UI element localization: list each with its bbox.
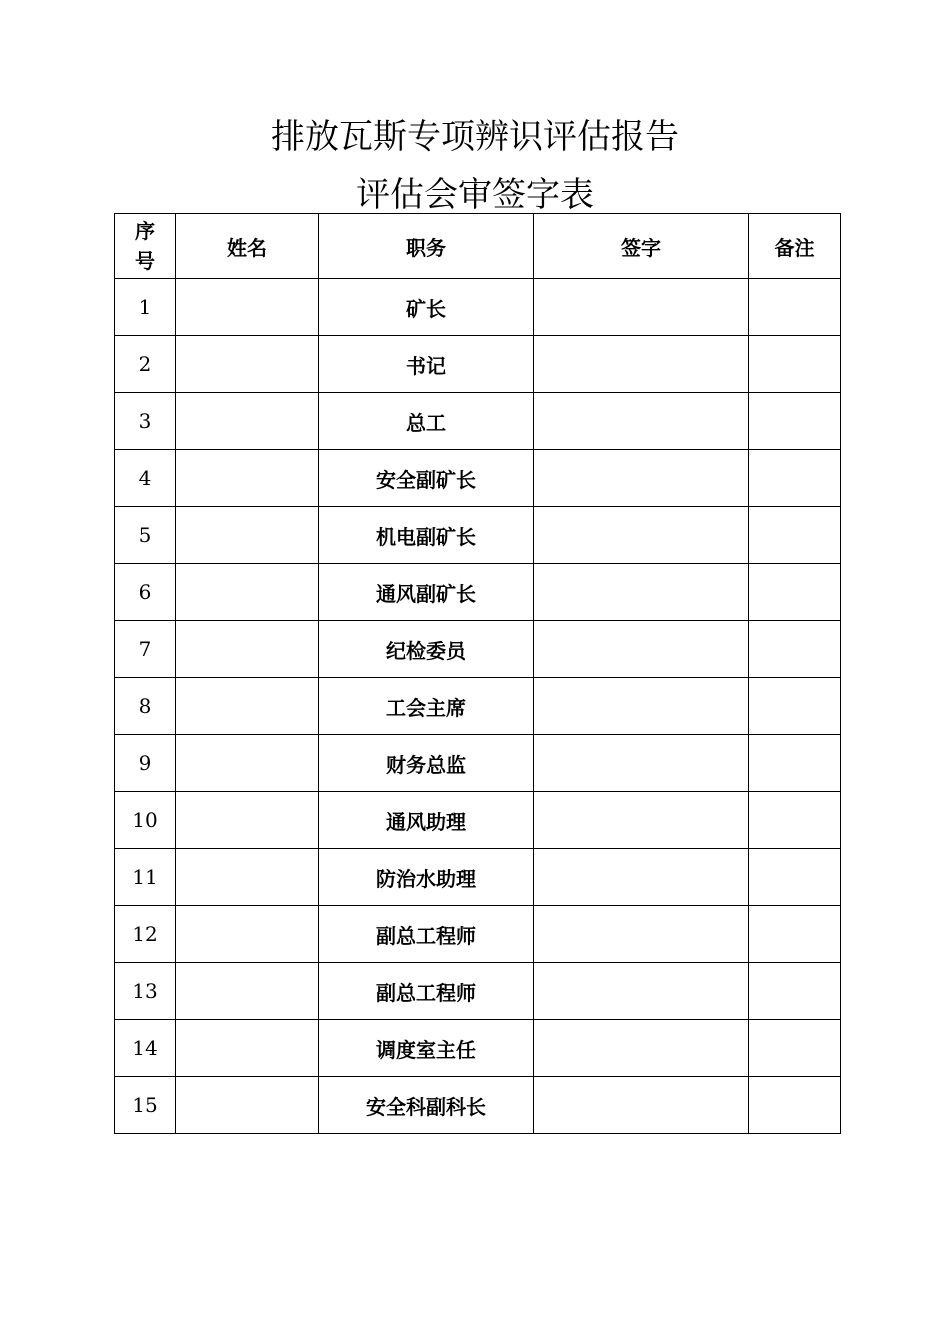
- cell-seq: 11: [115, 849, 176, 906]
- table-row: [115, 393, 841, 450]
- table-row: [115, 450, 841, 507]
- cell-signature: [534, 621, 749, 678]
- table-row: [115, 735, 841, 792]
- cell-signature: [534, 393, 749, 450]
- cell-seq: 12: [115, 906, 176, 963]
- cell-remarks: [749, 792, 841, 849]
- cell-seq: 5: [115, 507, 176, 564]
- cell-remarks: [749, 963, 841, 1020]
- cell-signature: [534, 1077, 749, 1134]
- cell-name: [176, 1020, 319, 1077]
- table-row: [115, 279, 841, 336]
- cell-position: 工会主席: [319, 678, 534, 735]
- cell-seq: 6: [115, 564, 176, 621]
- cell-seq: 10: [115, 792, 176, 849]
- cell-position: 财务总监: [319, 735, 534, 792]
- cell-position: 纪检委员: [319, 621, 534, 678]
- table-row: [115, 678, 841, 735]
- cell-position: 副总工程师: [319, 906, 534, 963]
- cell-signature: [534, 1020, 749, 1077]
- cell-name: [176, 678, 319, 735]
- cell-seq: 4: [115, 450, 176, 507]
- header-name: 姓名: [176, 214, 319, 279]
- table-row: [115, 336, 841, 393]
- document-title: [0, 108, 950, 224]
- cell-position: 防治水助理: [319, 849, 534, 906]
- cell-seq: 1: [115, 279, 176, 336]
- cell-signature: [534, 678, 749, 735]
- cell-remarks: [749, 393, 841, 450]
- title-line-2: 评估会审签字表: [356, 175, 594, 215]
- header-seq-bottom: 号: [135, 249, 155, 273]
- cell-seq: 7: [115, 621, 176, 678]
- cell-signature: [534, 906, 749, 963]
- cell-seq: 13: [115, 963, 176, 1020]
- header-remarks: 备注: [749, 214, 841, 279]
- cell-seq: 15: [115, 1077, 176, 1134]
- cell-name: [176, 849, 319, 906]
- cell-name: [176, 906, 319, 963]
- cell-name: [176, 792, 319, 849]
- cell-position: 矿长: [319, 279, 534, 336]
- cell-signature: [534, 279, 749, 336]
- cell-position: 安全科副科长: [319, 1077, 534, 1134]
- cell-remarks: [749, 1020, 841, 1077]
- cell-remarks: [749, 621, 841, 678]
- cell-position: 安全副矿长: [319, 450, 534, 507]
- cell-position: 总工: [319, 393, 534, 450]
- cell-seq: 3: [115, 393, 176, 450]
- cell-position: 副总工程师: [319, 963, 534, 1020]
- cell-remarks: [749, 450, 841, 507]
- cell-position: 书记: [319, 336, 534, 393]
- table-row: [115, 1077, 841, 1134]
- cell-name: [176, 735, 319, 792]
- cell-position: 调度室主任: [319, 1020, 534, 1077]
- table-row: [115, 906, 841, 963]
- cell-seq: 9: [115, 735, 176, 792]
- title-line-1: 排放瓦斯专项辨识评估报告: [271, 117, 679, 157]
- table-header-row: [115, 214, 841, 279]
- table-row: [115, 507, 841, 564]
- cell-signature: [534, 735, 749, 792]
- cell-name: [176, 450, 319, 507]
- header-position: 职务: [319, 214, 534, 279]
- cell-signature: [534, 963, 749, 1020]
- cell-remarks: [749, 735, 841, 792]
- cell-remarks: [749, 279, 841, 336]
- cell-name: [176, 564, 319, 621]
- cell-remarks: [749, 336, 841, 393]
- cell-name: [176, 393, 319, 450]
- cell-position: 机电副矿长: [319, 507, 534, 564]
- header-signature: 签字: [534, 214, 749, 279]
- header-seq: [115, 214, 176, 279]
- cell-remarks: [749, 678, 841, 735]
- cell-remarks: [749, 564, 841, 621]
- cell-name: [176, 621, 319, 678]
- cell-position: 通风助理: [319, 792, 534, 849]
- table-row: [115, 849, 841, 906]
- cell-remarks: [749, 849, 841, 906]
- table-row: [115, 564, 841, 621]
- cell-position: 通风副矿长: [319, 564, 534, 621]
- cell-remarks: [749, 1077, 841, 1134]
- cell-signature: [534, 792, 749, 849]
- cell-signature: [534, 849, 749, 906]
- cell-signature: [534, 450, 749, 507]
- table-row: [115, 1020, 841, 1077]
- cell-seq: 14: [115, 1020, 176, 1077]
- header-seq-top: 序: [135, 219, 155, 243]
- table-row: [115, 621, 841, 678]
- table-row: [115, 792, 841, 849]
- signature-table: [114, 213, 841, 1134]
- cell-name: [176, 336, 319, 393]
- cell-remarks: [749, 507, 841, 564]
- cell-signature: [534, 336, 749, 393]
- cell-seq: 8: [115, 678, 176, 735]
- cell-remarks: [749, 906, 841, 963]
- table-row: [115, 963, 841, 1020]
- cell-name: [176, 963, 319, 1020]
- cell-signature: [534, 507, 749, 564]
- cell-name: [176, 507, 319, 564]
- cell-seq: 2: [115, 336, 176, 393]
- cell-signature: [534, 564, 749, 621]
- cell-name: [176, 279, 319, 336]
- cell-name: [176, 1077, 319, 1134]
